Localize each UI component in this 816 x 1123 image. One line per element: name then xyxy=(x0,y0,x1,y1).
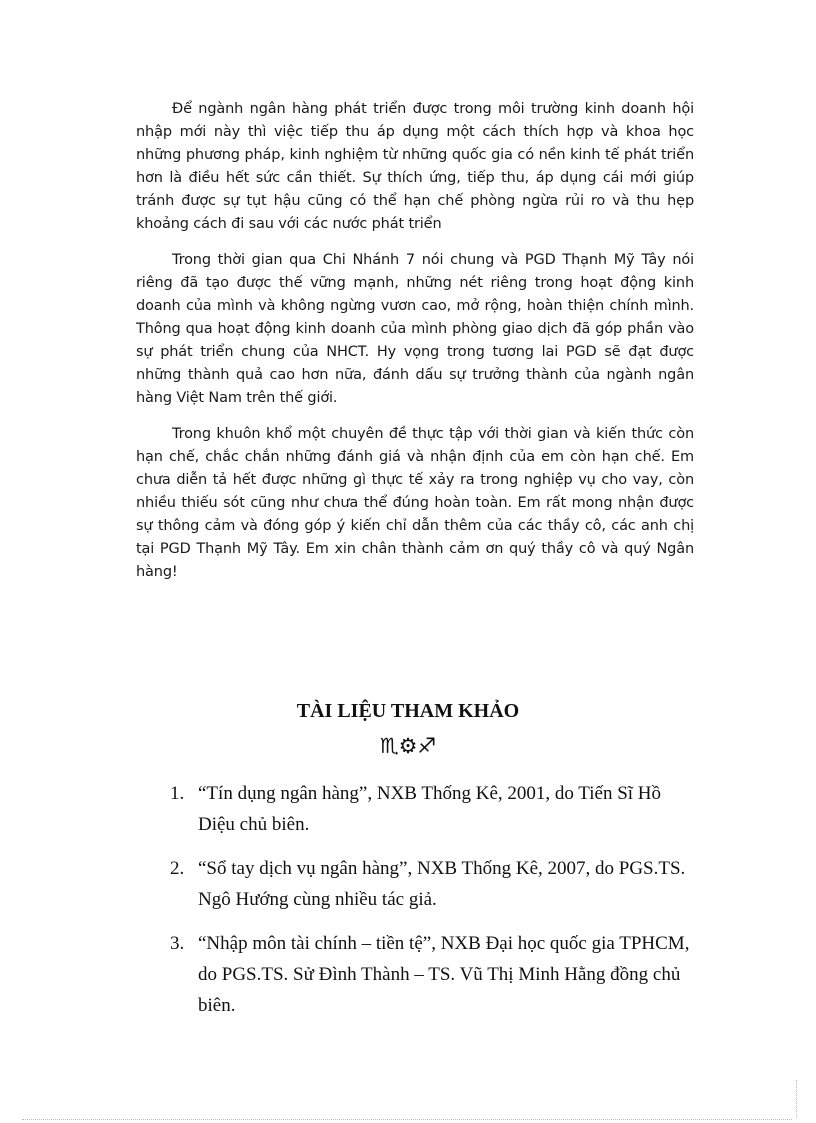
references-list xyxy=(170,778,700,1034)
reference-text: “Sổ tay dịch vụ ngân hàng”, NXB Thống Kê, 2007, do PGS.TS. Ngô Hướng cùng nhiều tác giả. xyxy=(198,858,686,910)
reference-number: 3. xyxy=(170,933,185,954)
paragraph: Để ngành ngân hàng phát triển được trong môi trường kinh doanh hội nhập mới này thì việc tiếp thu áp dụng một cách thích hợp và khoa học những phương pháp, kinh nghiệm từ những quốc gia có nền kinh tế phát triển hơn là điều hết sức cần thiết. Sự thích ứng, tiếp thu, áp dụng cái mới giúp tránh được sự tụt hậu cũng có thể hạn chế phòng ngừa rủi ro và thu hẹp khoảng cách đi sau với các nước phát triển xyxy=(136,101,694,232)
conclusion-body xyxy=(136,98,694,597)
reference-item xyxy=(170,928,700,1021)
paragraph: Trong khuôn khổ một chuyên đề thực tập với thời gian và kiến thức còn hạn chế, chắc chắn những đánh giá và nhận định của em còn hạn chế. Em chưa diễn tả hết được những gì thực tế xảy ra trong nghiệp vụ cho vay, còn nhiều thiếu sót cũng như chưa thể đúng hoàn toàn. Em rất mong nhận được sự thông cảm và đóng góp ý kiến chỉ dẫn thêm của các thầy cô, các anh chị tại PGD Thạnh Mỹ Tây. Em xin chân thành cảm ơn quý thầy cô và quý Ngân hàng! xyxy=(136,426,694,580)
reference-number: 2. xyxy=(170,858,185,879)
reference-item xyxy=(170,778,700,840)
references-title: TÀI LIỆU THAM KHẢO xyxy=(296,700,520,722)
page-border-bottom xyxy=(22,1119,792,1120)
paragraph: Trong thời gian qua Chi Nhánh 7 nói chung và PGD Thạnh Mỹ Tây nói riêng đã tạo được thế vững mạnh, những nét riêng trong hoạt động kinh doanh của mình và không ngừng vươn cao, mở rộng, hoàn thiện chính mình. Thông qua hoạt động kinh doanh của mình phòng giao dịch đã góp phần vào sự phát triển chung của NHCT. Hy vọng trong tương lai PGD sẽ đạt được những thành quả cao hơn nữa, đánh dấu sự trưởng thành của ngành ngân hàng Việt Nam trên thế giới. xyxy=(136,252,694,406)
reference-item xyxy=(170,853,700,915)
ornament-icon: ♏⚙♐ xyxy=(379,734,437,758)
reference-text: “Nhập môn tài chính – tiền tệ”, NXB Đại học quốc gia TPHCM, do PGS.TS. Sử Đình Thành – TS. Vũ Thị Minh Hằng đồng chủ biên. xyxy=(198,933,690,1016)
page-border-right xyxy=(796,1080,797,1118)
reference-text: “Tín dụng ngân hàng”, NXB Thống Kê, 2001, do Tiến Sĩ Hồ Diệu chủ biên. xyxy=(198,783,662,835)
reference-number: 1. xyxy=(170,783,185,804)
